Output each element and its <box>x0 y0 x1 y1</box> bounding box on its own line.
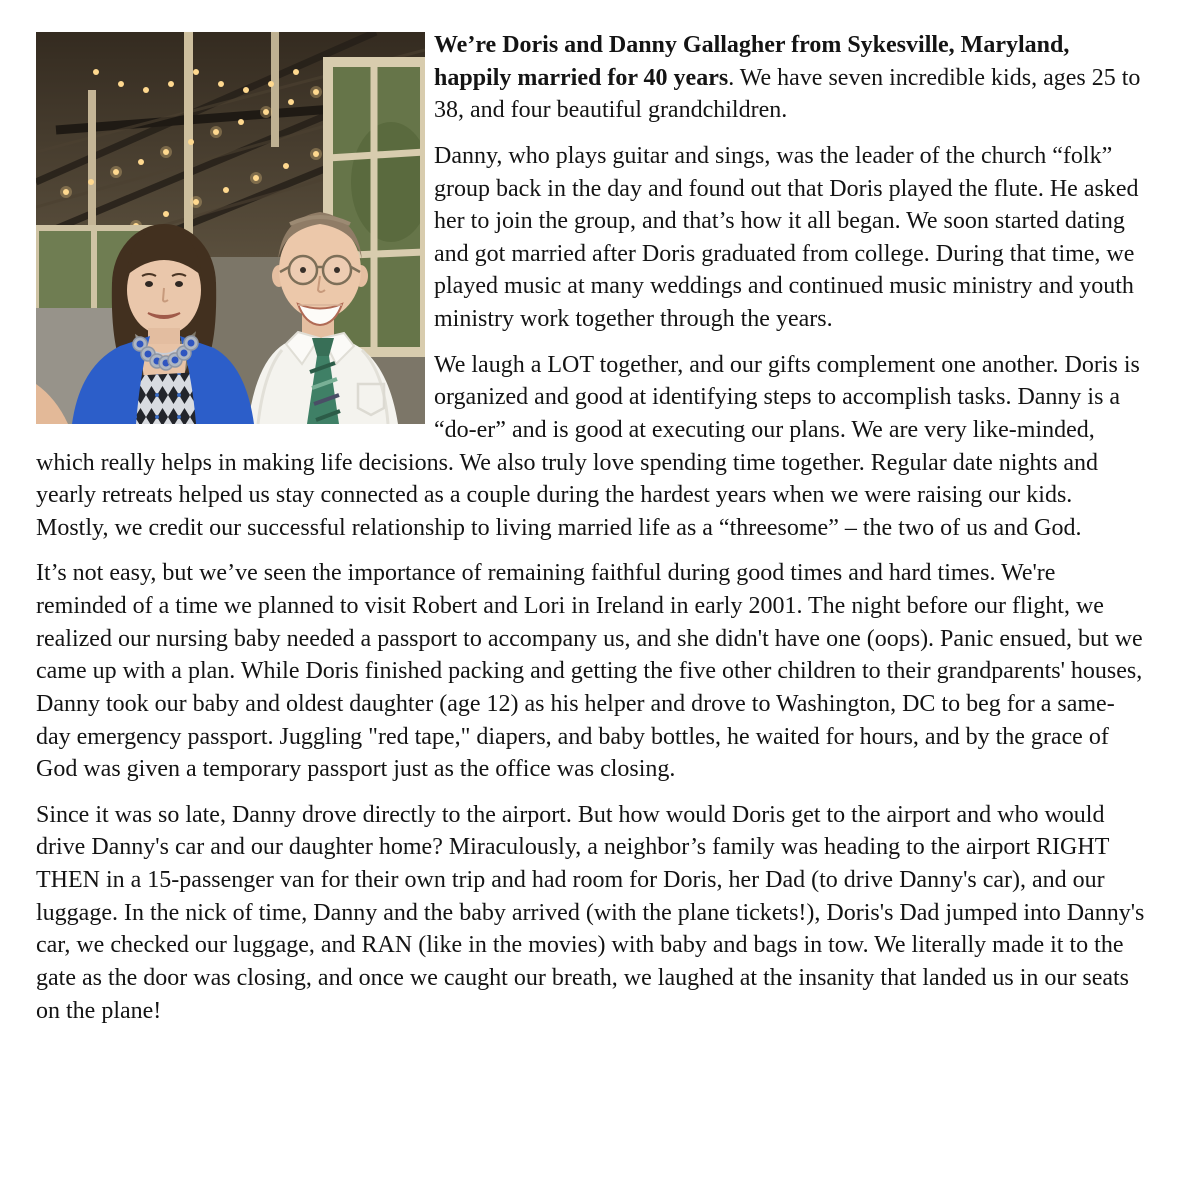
paragraph-airport-story: Since it was so late, Danny drove directly to the airport. But how would Doris get to the airport and who would drive Danny's car and our daughter home? Miraculously, a neighbor’s family was heading to the airport RIGHT THEN in a 15-passenger van for their own trip and had room for Doris, her Dad (to drive Danny's car), and our luggage. In the nick of time, Danny and the baby arrived (with the plane tickets!), Doris's Dad jumped into Danny's car, we checked our luggage, and RAN (like in the movies) with baby and bags in tow. We literally made it to the gate as the door was closing, and once we caught our breath, we laughed at the insanity that landed us in our seats on the plane! <box>36 801 1145 1024</box>
paragraph-gifts-complement: We laugh a LOT together, and our gifts complement one another. Doris is organized and good at identifying steps to accomplish tasks. Danny is a “do-er” and is good at executing our plans. We are very like-minded, which really helps in making life decisions. We also truly love spending time together. Regular date nights and yearly retreats helped us stay connected as a couple during the hardest years when we were raising our kids. Mostly, we credit our successful relationship to living married life as a “threesome” – the two of us and God. <box>36 351 1140 541</box>
bio-article <box>36 29 1146 1027</box>
intro-rest-text: . We have seven incredible kids, ages 25 to 38, and four beautiful grandchildren. <box>434 64 1141 124</box>
paragraph-passport-story: It’s not easy, but we’ve seen the importance of remaining faithful during good times and hard times. We're reminded of a time we planned to visit Robert and Lori in Ireland in early 2001. The night before our flight, we realized our nursing baby needed a passport to accompany us, and she didn't have one (oops). Panic ensued, but we came up with a plan. While Doris finished packing and getting the five other children to their grandparents' houses, Danny took our baby and oldest daughter (age 12) as his helper and drove to Washington, DC to beg for a same-day emergency passport. Juggling "red tape," diapers, and baby bottles, he waited for hours, and by the grace of God was given a temporary passport just as the office was closing. <box>36 560 1143 783</box>
couple-photo <box>36 32 425 424</box>
paragraph-music-ministry: Danny, who plays guitar and sings, was the leader of the church “folk” group back in the day and found out that Doris played the flute. He asked her to join the group, and that’s how it all began. We soon started dating and got married after Doris graduated from college. During that time, we played music at many weddings and continued music ministry and youth ministry work together through the years. <box>434 142 1139 332</box>
couple-photo-illustration <box>36 32 425 424</box>
intro-bold-text: We’re Doris and Danny Gallagher from Sykesville, Maryland, happily married for 40 years <box>434 32 1070 91</box>
